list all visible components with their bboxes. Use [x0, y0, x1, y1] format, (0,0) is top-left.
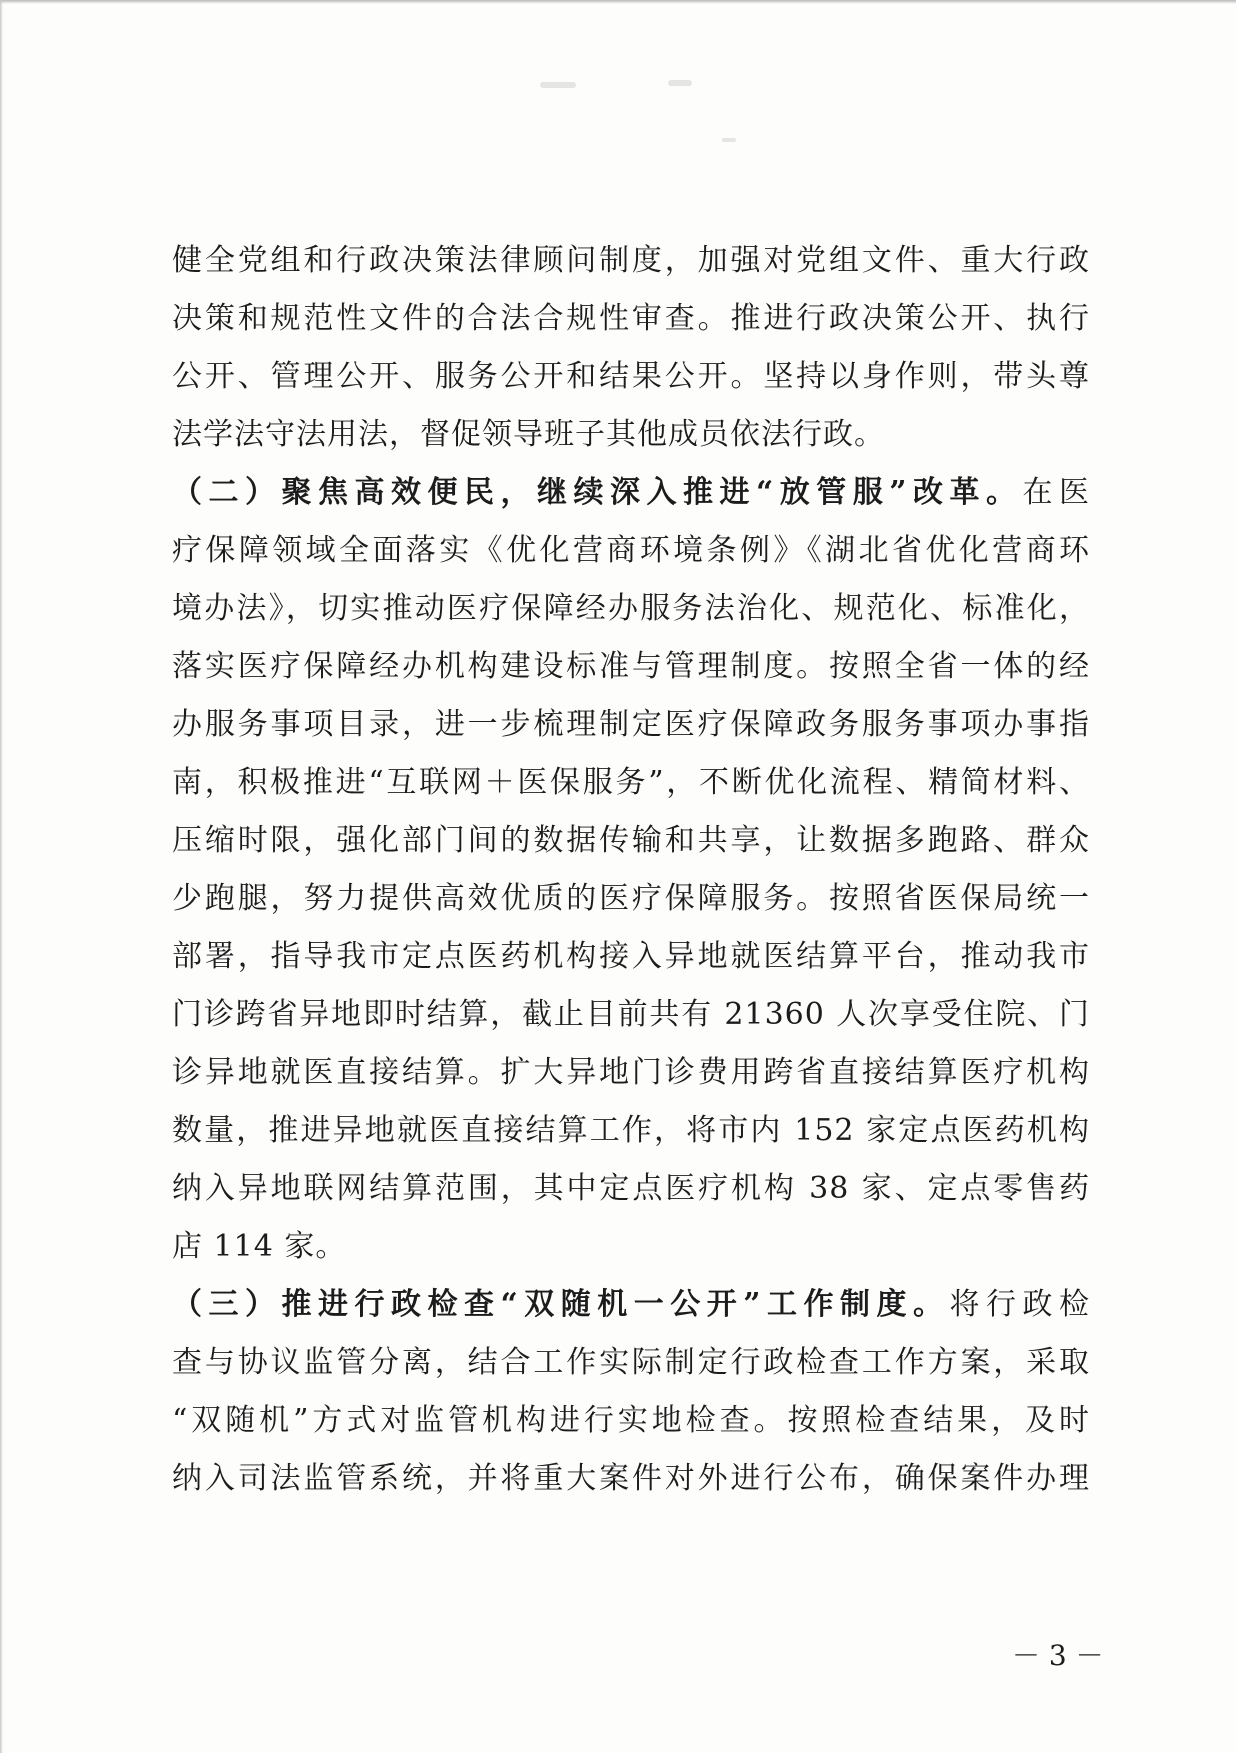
- page-number: － 3 －: [1012, 1639, 1104, 1672]
- text-line: 查与协议监管分离，结合工作实际制定行政检查工作方案，采取: [172, 1345, 1090, 1380]
- scan-edge-top: [0, 0, 1236, 4]
- section-heading-line: [172, 464, 1090, 522]
- text-line-rest: 将行政检: [949, 1287, 1090, 1322]
- text-line-rest: 在医: [1022, 475, 1090, 510]
- text-line: 南，积极推进“互联网＋医保服务”，不断优化流程、精简材料、: [172, 765, 1090, 800]
- scan-edge-left: [0, 0, 3, 1753]
- text-line: 法学法守法用法，督促领导班子其他成员依法行政。: [172, 417, 885, 452]
- section-heading-line: [172, 1276, 1090, 1334]
- text-line: 少跑腿，努力提供高效优质的医疗保障服务。按照省医保局统一: [172, 881, 1090, 916]
- text-line: 境办法》，切实推动医疗保障经办服务法治化、规范化、标准化，: [172, 591, 1090, 626]
- text-line: 压缩时限，强化部门间的数据传输和共享，让数据多跑路、群众: [172, 823, 1090, 858]
- scan-smudge: [722, 138, 736, 142]
- text-line: 纳入司法监管系统，并将重大案件对外进行公布，确保案件办理: [172, 1461, 1090, 1496]
- text-line: 诊异地就医直接结算。扩大异地门诊费用跨省直接结算医疗机构: [172, 1055, 1090, 1090]
- text-line: 健全党组和行政决策法律顾问制度，加强对党组文件、重大行政: [172, 243, 1090, 278]
- text-line: 办服务事项目录，进一步梳理制定医疗保障政务服务事项办事指: [172, 707, 1090, 742]
- text-line: 店 114 家。: [172, 1229, 347, 1264]
- text-line: 疗保障领域全面落实《优化营商环境条例》《湖北省优化营商环: [172, 533, 1090, 568]
- scan-smudge: [668, 80, 692, 86]
- text-line: 落实医疗保障经办机构建设标准与管理制度。按照全省一体的经: [172, 649, 1090, 684]
- section-heading: （三）推进行政检查“双随机一公开”工作制度。: [172, 1287, 950, 1322]
- text-line: “双随机”方式对监管机构进行实地检查。按照检查结果，及时: [172, 1403, 1090, 1438]
- text-line: 纳入异地联网结算范围，其中定点医疗机构 38 家、定点零售药: [172, 1171, 1090, 1206]
- text-line: 数量，推进异地就医直接结算工作，将市内 152 家定点医药机构: [172, 1113, 1090, 1148]
- text-line: 门诊跨省异地即时结算，截止目前共有 21360 人次享受住院、门: [172, 997, 1090, 1032]
- section-heading: （二）聚焦高效便民，继续深入推进“放管服”改革。: [172, 475, 1023, 510]
- scan-smudge: [540, 82, 576, 88]
- text-line: 部署，指导我市定点医药机构接入异地就医结算平台，推动我市: [172, 939, 1090, 974]
- text-line: 公开、管理公开、服务公开和结果公开。坚持以身作则，带头尊: [172, 359, 1090, 394]
- text-line: 决策和规范性文件的合法合规性审查。推进行政决策公开、执行: [172, 301, 1090, 336]
- document-body: [172, 232, 1090, 1508]
